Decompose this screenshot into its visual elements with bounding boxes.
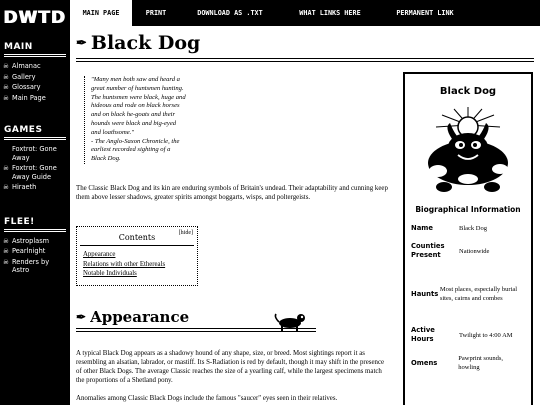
sidebar-divider (4, 229, 66, 232)
section-divider (76, 328, 316, 332)
skull-bullet-icon: ☠ (3, 93, 9, 102)
sidebar-divider (4, 137, 66, 140)
infobox (403, 72, 533, 405)
infobox-row-active-hours: Active Hours Twilight to 4:00 AM (411, 326, 513, 343)
toc-hide-link[interactable]: [hide] (178, 230, 193, 236)
skull-bullet-icon: ☠ (3, 72, 9, 81)
toc-divider (80, 245, 194, 247)
sidebar-item-foxtrot[interactable]: Foxtrot: Gone Away (12, 145, 57, 162)
sidebar-heading-main: MAIN (4, 42, 33, 52)
site-logo[interactable]: DWTD (3, 8, 66, 28)
quote-line: hideous and rode on black horses (91, 102, 180, 110)
infobox-row-haunts: Haunts Most places, especially burial sites, cairns and combes (411, 286, 518, 302)
sidebar-item-foxtrot-guide[interactable]: ☠ Foxtrot: Gone Away Guide (3, 164, 57, 181)
skull-bullet-icon: ☠ (3, 83, 9, 91)
epigraph-quote (84, 76, 234, 164)
toc-title: Contents (118, 233, 156, 242)
skull-bullet-icon: ☠ (3, 236, 9, 245)
sidebar-main-list (0, 61, 70, 103)
quote-line: The huntsmen were black, huge and (91, 93, 186, 101)
sidebar-games-list (0, 144, 70, 193)
section-heading-appearance: ✒ Appearance (76, 308, 190, 326)
toc-list (83, 250, 191, 279)
sidebar-item-pearlnight[interactable]: ☠ Pearlnight (3, 247, 46, 255)
sidebar-heading-games: GAMES (4, 125, 43, 135)
quote-line: and loathsome." (91, 128, 135, 136)
page-title: ✒ Black Dog (76, 32, 201, 54)
sidebar-divider (4, 54, 66, 57)
sidebar-item-main-page[interactable]: ☠ Main Page (3, 93, 46, 102)
quote-line: hounds were black and big-eyed (91, 119, 177, 127)
infobox-row-counties: Counties Present Nationwide (411, 242, 490, 259)
tab-main-page[interactable]: MAIN PAGE (70, 0, 132, 26)
sidebar-item-renders[interactable]: ☠ Renders by Astro (3, 257, 50, 274)
quote-line: and on black he-goats and their (91, 111, 176, 119)
quote-line: great number of huntsmen hunting. (91, 84, 184, 92)
sidebar-item-hiraeth[interactable]: ☠ Hiraeth (3, 183, 37, 191)
sidebar-heading-flee: FLEE! (4, 216, 35, 227)
sidebar (0, 0, 70, 405)
infobox-subtitle: Biographical Information (415, 205, 521, 214)
infobox-title: Black Dog (439, 86, 497, 97)
tab-download-txt[interactable]: DOWNLOAD AS .TXT (197, 9, 263, 17)
sidebar-item-astroplasm[interactable]: ☠ Astroplasm (3, 236, 50, 245)
title-divider (76, 58, 534, 62)
skull-bullet-icon: ☠ (3, 183, 9, 191)
skull-bullet-icon: ☠ (3, 164, 9, 172)
skull-bullet-icon: ☠ (3, 247, 9, 255)
appearance-paragraph-2: Anomalies among Classic Black Dogs include the famous "saucer" eyes seen in their relatives. (76, 395, 338, 402)
tab-print[interactable]: PRINT (145, 9, 167, 17)
toc-item-relations[interactable]: Relations with other Ethereals (83, 260, 166, 268)
quote-line: - The Anglo-Saxon Chronicle, the (91, 137, 180, 145)
infobox-row-omens: Omens Pawprint sounds, howling (411, 355, 504, 371)
sidebar-item-glossary[interactable]: ☠ Glossary (3, 83, 41, 91)
quote-line: Black Dog. (91, 155, 121, 163)
toc-item-appearance[interactable]: Appearance (83, 251, 116, 258)
sidebar-flee-list (0, 236, 70, 276)
intro-paragraph: The Classic Black Dog and its kin are enduring symbols of Britain's undead. Their adaptability and cunning keep them above lesser shadows, greater spirits amongst boggarts, wisps, and poltergeists. (76, 185, 388, 201)
quote-line: "Many men both saw and heard a (91, 76, 180, 83)
black-dog-illustration (414, 105, 522, 197)
toc-item-notable[interactable]: Notable Individuals (83, 270, 137, 277)
quote-line: earliest recorded sighting of a (91, 146, 171, 154)
skull-bullet-icon: ☠ (3, 62, 9, 70)
sidebar-item-gallery[interactable]: ☠ Gallery (3, 72, 36, 81)
appearance-paragraph-1: A typical Black Dog appears as a shadowy hound of any shape, size, or breed. Most sightings report it as resembling an alsatian, labrador, or mastiff. Its S-Radiation is red by default, though it may shift in the presence of other Black Dogs. The average Classic reaches the size of a yearling calf, while the largest specimens match the proportions of a Shetland pony. (76, 350, 385, 384)
tab-what-links-here[interactable]: WHAT LINKS HERE (299, 9, 361, 17)
tab-permanent-link[interactable]: PERMANENT LINK (396, 9, 454, 17)
top-navigation (70, 0, 540, 26)
quill-icon: ✒ (76, 35, 87, 51)
sidebar-item-almanac[interactable]: ☠ Almanac (3, 62, 41, 70)
infobox-row-name: Name Black Dog (411, 223, 487, 232)
skull-bullet-icon: ☠ (3, 257, 9, 266)
quill-icon: ✒ (76, 310, 87, 324)
table-of-contents (76, 226, 198, 286)
